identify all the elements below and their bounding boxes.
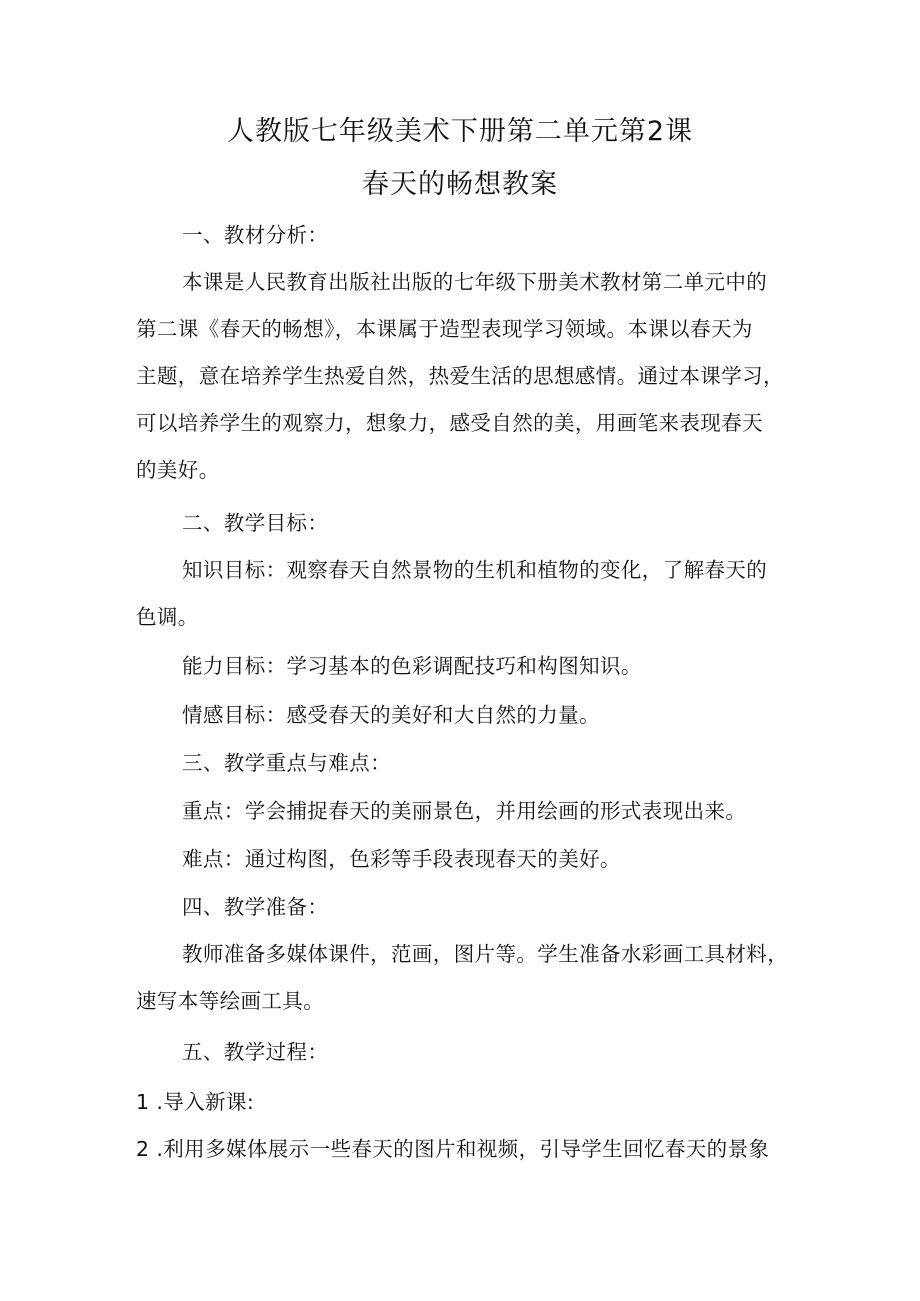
paragraph-line: 能力目标：学习基本的色彩调配技巧和构图知识。 [182,654,642,678]
paragraph-line: 色调。 [136,605,199,629]
section-heading-process: 五、教学过程： [182,1040,329,1064]
document-title: 人教版七年级美术下册第二单元第2课 [226,116,694,147]
paragraph-line: 教师准备多媒体课件，范画，图片等。学生准备水彩画工具材料， [182,942,789,966]
paragraph-line: 知识目标：观察春天自然景物的生机和植物的变化，了解春天的 [182,558,768,582]
paragraph-line: 本课是人民教育出版社出版的七年级下册美术教材第二单元中的 [182,270,768,294]
paragraph-line: 速写本等绘画工具。 [136,989,325,1013]
paragraph-line: 的美好。 [136,458,220,482]
paragraph-line: 可以培养学生的观察力，想象力，感受自然的美，用画笔来表现春天 [136,411,763,435]
section-heading-preparation: 四、教学准备： [182,895,329,919]
paragraph-line: 第二课《春天的畅想》，本课属于造型表现学习领域。本课以春天为 [136,317,753,341]
paragraph-line: 情感目标：感受春天的美好和大自然的力量。 [182,703,600,727]
section-heading-goals: 二、教学目标： [182,511,329,535]
list-item: 2 .利用多媒体展示一些春天的图片和视频，引导学生回忆春天的景象 [136,1137,770,1161]
paragraph-line: 难点：通过构图，色彩等手段表现春天的美好。 [182,847,621,871]
section-heading-analysis: 一、教材分析： [182,223,329,247]
paragraph-line: 重点：学会捕捉春天的美丽景色，并用绘画的形式表现出来。 [182,799,747,823]
list-item: 1 .导入新课: [136,1090,255,1114]
document-subtitle: 春天的畅想教案 [362,169,558,200]
section-heading-key-points: 三、教学重点与难点： [182,751,391,775]
paragraph-line: 主题，意在培养学生热爱自然，热爱生活的思想感情。通过本课学习， [136,364,784,388]
